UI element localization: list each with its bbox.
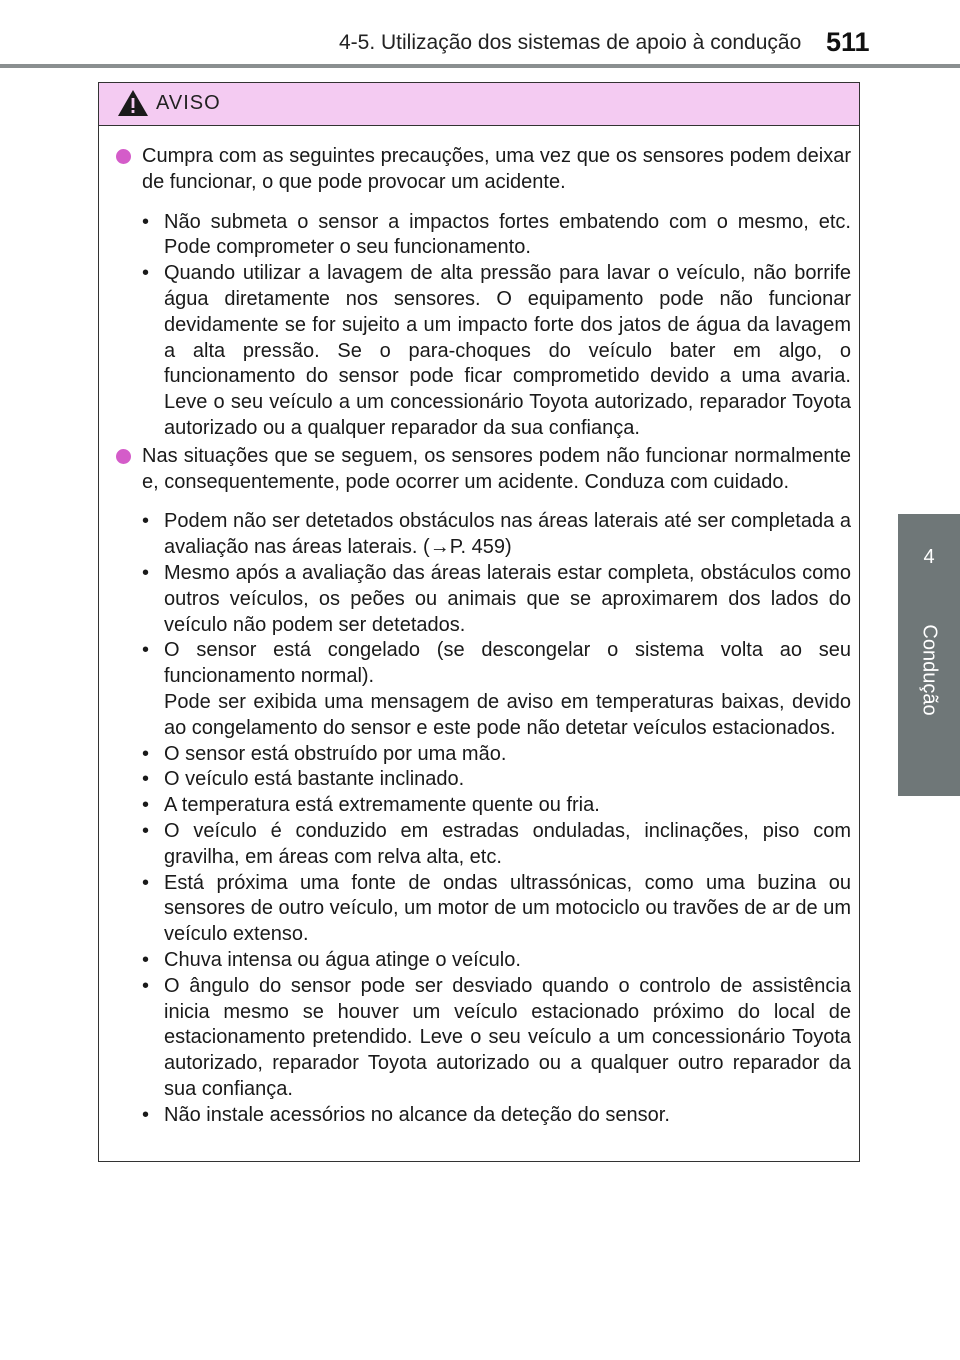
list-item: • A temperatura está extremamente quente ou fria. bbox=[164, 793, 851, 819]
warning-header bbox=[99, 83, 859, 126]
list-item: • Está próxima uma fonte de ondas ultrassónicas, como uma buzina ou sensores de outro veículo, um motor de um motociclo ou travões de ar de um veículo extenso. bbox=[164, 871, 851, 948]
page-number: 511 bbox=[826, 27, 870, 57]
list-item-continuation: Pode ser exibida uma mensagem de aviso em temperaturas baixas, devido ao congelamento do sensor e este pode não detetar veículos estacionados. bbox=[164, 690, 851, 739]
section-title: 4-5. Utilização dos sistemas de apoio à condução bbox=[339, 31, 802, 54]
precaution-list bbox=[142, 210, 851, 442]
list-item bbox=[164, 638, 851, 741]
warning-paragraph bbox=[142, 444, 851, 496]
list-item: • Mesmo após a avaliação das áreas laterais estar completa, obstáculos como outros veículos, os peões ou animais que se aproximarem dos lados do veículo não podem ser detetados. bbox=[164, 561, 851, 638]
paragraph-text: Nas situações que se seguem, os sensores podem não funcionar normalmente e, consequentemente, pode ocorrer um acidente. Conduza com cuidado. bbox=[142, 444, 851, 493]
page-header bbox=[0, 0, 960, 66]
list-item: • O veículo é conduzido em estradas onduladas, inclinações, piso com gravilha, em áreas com relva alta, etc. bbox=[164, 819, 851, 871]
list-item: • Chuva intensa ou água atinge o veículo. bbox=[164, 948, 851, 974]
chapter-number: 4 bbox=[923, 546, 935, 568]
list-item-text: O sensor está congelado (se descongelar o sistema volta ao seu funcionamento normal). bbox=[164, 639, 851, 688]
warning-box bbox=[98, 82, 860, 1162]
chapter-side-tab bbox=[898, 514, 960, 796]
list-item: • Podem não ser detetados obstáculos nas áreas laterais até ser completada a avaliação nas áreas laterais. (→P. 459) bbox=[164, 509, 851, 561]
chapter-label: Condução bbox=[918, 624, 941, 716]
header-divider bbox=[0, 64, 960, 68]
warning-paragraph bbox=[142, 144, 851, 196]
list-item: • O sensor está obstruído por uma mão. bbox=[164, 742, 851, 768]
round-bullet-icon bbox=[116, 449, 131, 464]
list-item: • Quando utilizar a lavagem de alta pressão para lavar o veículo, não borrife água diretamente nos sensores. O equipamento pode não funcionar devidamente se for sujeito a um impacto forte dos jatos de água da lavagem a alta pressão. Se o para-choques do veículo bater em algo, o funcionamento do sensor pode ficar comprometido devido a uma avaria. Leve o seu veículo a um concessionário Toyota autorizado, reparador Toyota autorizado ou a qualquer reparador da sua confiança. bbox=[164, 261, 851, 442]
list-item: • Não instale acessórios no alcance da deteção do sensor. bbox=[164, 1103, 851, 1129]
round-bullet-icon bbox=[116, 149, 131, 164]
list-item: • O veículo está bastante inclinado. bbox=[164, 767, 851, 793]
warning-body bbox=[99, 126, 859, 1128]
warning-title: AVISO bbox=[156, 92, 221, 114]
situation-list bbox=[142, 509, 851, 1128]
list-item: • O ângulo do sensor pode ser desviado quando o controlo de assistência inicia mesmo se houver um veículo estacionado próximo do local de estacionamento pretendido. Leve o seu veículo a um concessionário Toyota autorizado, reparador Toyota autorizado ou a qualquer outro reparador da sua confiança. bbox=[164, 974, 851, 1103]
warning-triangle-icon bbox=[117, 89, 149, 122]
paragraph-text: Cumpra com as seguintes precauções, uma vez que os sensores podem deixar de funcionar, o que pode provocar um acidente. bbox=[142, 145, 851, 193]
list-item: • Não submeta o sensor a impactos fortes embatendo com o mesmo, etc. Pode comprometer o seu funcionamento. bbox=[164, 210, 851, 262]
